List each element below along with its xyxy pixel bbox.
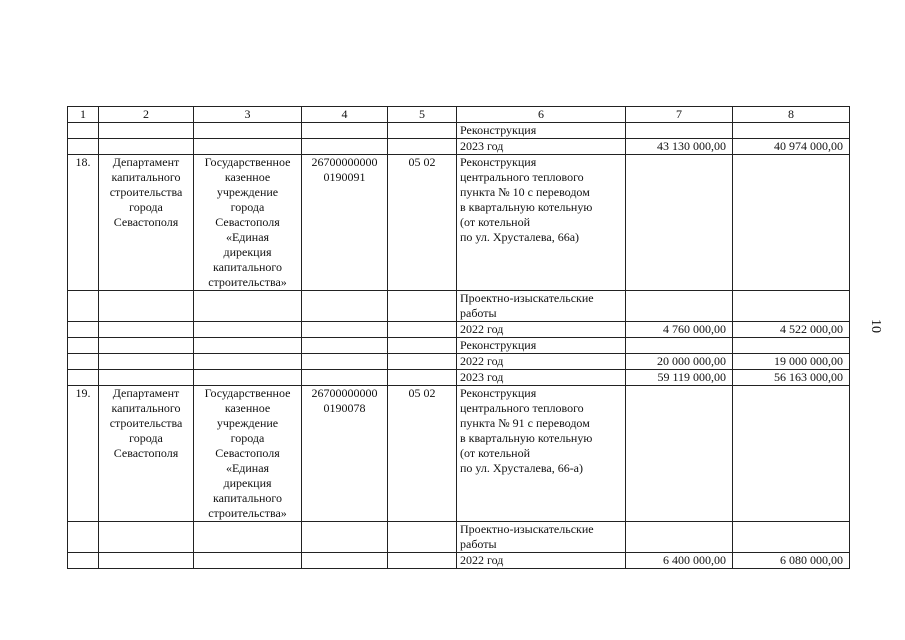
amount-cell: [626, 291, 733, 322]
row-number: 18.: [68, 155, 99, 291]
section-cell: [388, 139, 457, 155]
code-cell: [302, 291, 388, 322]
code-cell: [302, 123, 388, 139]
amount-cell: 43 130 000,00: [626, 139, 733, 155]
institution-cell: [194, 370, 302, 386]
code-cell: [302, 553, 388, 569]
description-cell: Реконструкция: [457, 338, 626, 354]
row-number: [68, 354, 99, 370]
department-cell: [99, 123, 194, 139]
amount-cell: 6 080 000,00: [733, 553, 850, 569]
amount-cell: 59 119 000,00: [626, 370, 733, 386]
code-cell: [302, 522, 388, 553]
department-cell: [99, 354, 194, 370]
section-cell: [388, 338, 457, 354]
institution-cell: Государственное казенное учреждение города Севастополя «Единая дирекция капитального строительства»: [194, 155, 302, 291]
row-number: [68, 338, 99, 354]
description-cell: 2023 год: [457, 139, 626, 155]
section-cell: [388, 123, 457, 139]
description-cell: 2022 год: [457, 322, 626, 338]
table-row: [68, 370, 850, 386]
section-cell: [388, 370, 457, 386]
department-cell: [99, 553, 194, 569]
amount-cell: [626, 522, 733, 553]
amount-cell: [733, 522, 850, 553]
department-cell: [99, 338, 194, 354]
budget-table: [67, 106, 850, 569]
code-cell: [302, 338, 388, 354]
amount-cell: [733, 338, 850, 354]
header-cell: 8: [733, 107, 850, 123]
code-cell: [302, 370, 388, 386]
amount-cell: 20 000 000,00: [626, 354, 733, 370]
code-cell: [302, 139, 388, 155]
row-number: [68, 322, 99, 338]
description-cell: Реконструкция центрального теплового пункта № 10 с переводом в квартальную котельную (от котельной по ул. Хрусталева, 66а): [457, 155, 626, 291]
table-row: [68, 123, 850, 139]
section-cell: 05 02: [388, 155, 457, 291]
amount-cell: [733, 155, 850, 291]
amount-cell: [626, 123, 733, 139]
header-cell: 3: [194, 107, 302, 123]
header-cell: 6: [457, 107, 626, 123]
code-cell: 26700000000 0190078: [302, 386, 388, 522]
section-cell: [388, 522, 457, 553]
amount-cell: 4 760 000,00: [626, 322, 733, 338]
amount-cell: 56 163 000,00: [733, 370, 850, 386]
header-cell: 4: [302, 107, 388, 123]
description-cell: Проектно-изыскательские работы: [457, 522, 626, 553]
section-cell: [388, 553, 457, 569]
code-cell: 26700000000 0190091: [302, 155, 388, 291]
row-number: [68, 139, 99, 155]
amount-cell: 40 974 000,00: [733, 139, 850, 155]
institution-cell: [194, 354, 302, 370]
page-number: 10: [868, 319, 883, 333]
row-number: [68, 370, 99, 386]
department-cell: [99, 522, 194, 553]
amount-cell: [733, 123, 850, 139]
table-row: [68, 322, 850, 338]
institution-cell: [194, 522, 302, 553]
header-cell: 1: [68, 107, 99, 123]
institution-cell: [194, 123, 302, 139]
institution-cell: Государственное казенное учреждение города Севастополя «Единая дирекция капитального строительства»: [194, 386, 302, 522]
department-cell: [99, 291, 194, 322]
table-row: [68, 155, 850, 291]
header-cell: 7: [626, 107, 733, 123]
amount-cell: [626, 338, 733, 354]
department-cell: [99, 139, 194, 155]
table-row: [68, 291, 850, 322]
amount-cell: 6 400 000,00: [626, 553, 733, 569]
header-cell: 2: [99, 107, 194, 123]
row-number: [68, 123, 99, 139]
header-row: [68, 107, 850, 123]
amount-cell: [626, 386, 733, 522]
amount-cell: [626, 155, 733, 291]
table-row: [68, 522, 850, 553]
code-cell: [302, 322, 388, 338]
section-cell: [388, 291, 457, 322]
table-row: [68, 139, 850, 155]
amount-cell: [733, 386, 850, 522]
description-cell: Реконструкция центрального теплового пункта № 91 с переводом в квартальную котельную (от котельной по ул. Хрусталева, 66-а): [457, 386, 626, 522]
table-row: [68, 338, 850, 354]
amount-cell: [733, 291, 850, 322]
description-cell: Реконструкция: [457, 123, 626, 139]
amount-cell: 19 000 000,00: [733, 354, 850, 370]
department-cell: [99, 370, 194, 386]
row-number: [68, 553, 99, 569]
amount-cell: 4 522 000,00: [733, 322, 850, 338]
institution-cell: [194, 291, 302, 322]
table-row: [68, 553, 850, 569]
description-cell: Проектно-изыскательские работы: [457, 291, 626, 322]
description-cell: 2023 год: [457, 370, 626, 386]
row-number: [68, 291, 99, 322]
description-cell: 2022 год: [457, 553, 626, 569]
description-cell: 2022 год: [457, 354, 626, 370]
section-cell: [388, 322, 457, 338]
row-number: [68, 522, 99, 553]
institution-cell: [194, 322, 302, 338]
section-cell: 05 02: [388, 386, 457, 522]
department-cell: [99, 322, 194, 338]
institution-cell: [194, 139, 302, 155]
department-cell: Департамент капитального строительства города Севастополя: [99, 155, 194, 291]
institution-cell: [194, 338, 302, 354]
header-cell: 5: [388, 107, 457, 123]
table-row: [68, 354, 850, 370]
table-row: [68, 386, 850, 522]
department-cell: Департамент капитального строительства города Севастополя: [99, 386, 194, 522]
institution-cell: [194, 553, 302, 569]
row-number: 19.: [68, 386, 99, 522]
section-cell: [388, 354, 457, 370]
code-cell: [302, 354, 388, 370]
